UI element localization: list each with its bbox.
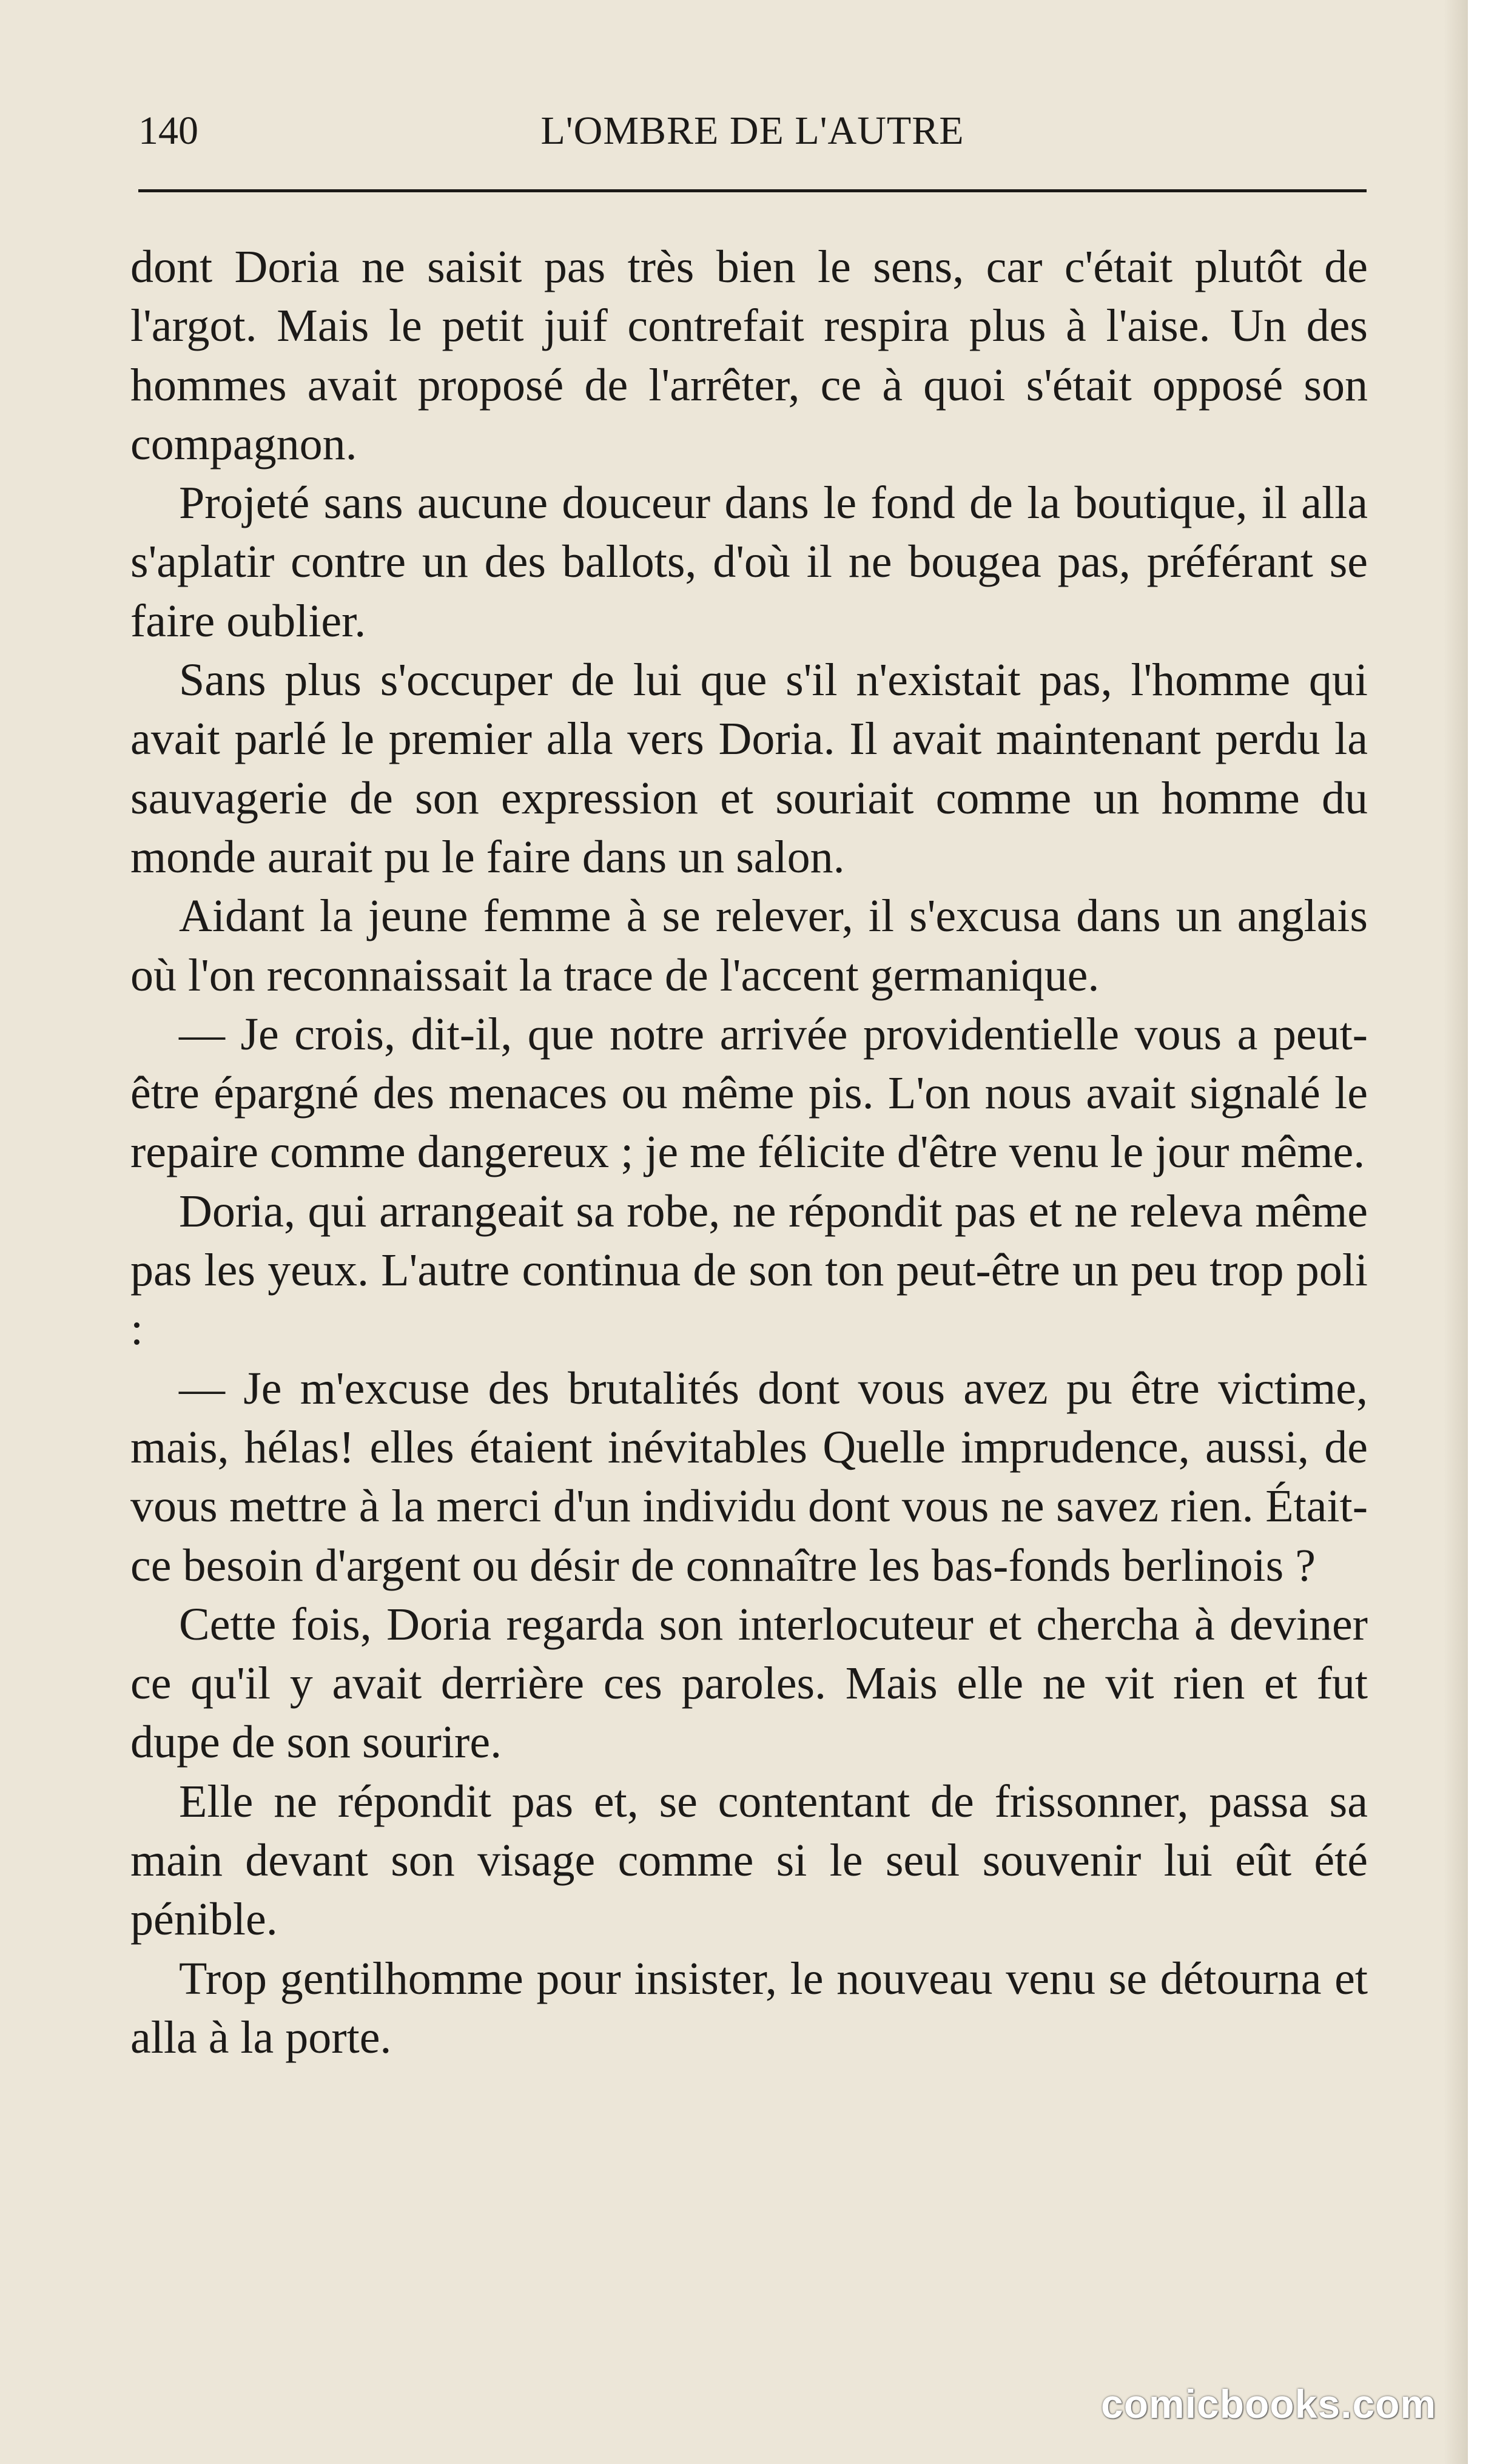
paragraph: Cette fois, Doria regarda son interlocuteur et chercha à deviner ce qu'il y avait derrière ces paroles. Mais elle ne vit rien et fut dupe de son sourire. (130, 1598, 1368, 1768)
body-text (130, 238, 1368, 2067)
page-edge-shadow (1444, 0, 1468, 2464)
paragraph: Elle ne répondit pas et, se contentant de frissonner, passa sa main devant son visage comme si le seul souvenir lui eût été pénible. (130, 1776, 1368, 1945)
paragraph: Doria, qui arrangeait sa robe, ne répondit pas et ne releva même pas les yeux. L'autre continua de son ton peut-être un peu trop poli : (130, 1185, 1368, 1355)
running-title: L'OMBRE DE L'AUTRE (540, 109, 964, 153)
header-rule (138, 189, 1367, 192)
page-number: 140 (138, 109, 198, 153)
paragraph: Sans plus s'occuper de lui que s'il n'existait pas, l'homme qui avait parlé le premier alla vers Doria. Il avait maintenant perdu la sauvagerie de son expression et souriait comme un homme du monde aurait pu le faire dans un salon. (130, 655, 1368, 883)
paragraph: — Je m'excuse des brutalités dont vous avez pu être victime, mais, hélas! elles étaient inévitables Quelle imprudence, aussi, de vous mettre à la merci d'un individu dont vous ne savez rien. Était-ce besoin d'argent ou désir de connaître les bas-fonds berlinois ? (130, 1362, 1368, 1591)
paragraph: dont Doria ne saisit pas très bien le sens, car c'était plutôt de l'argot. Mais le petit juif contrefait respira plus à l'aise. Un des hommes avait proposé de l'arrêter, ce à quoi s'était opposé son compagnon. (130, 241, 1368, 470)
page-header (138, 108, 1367, 163)
paragraph: — Je crois, dit-il, que notre arrivée providentielle vous a peut-être épargné des menaces ou même pis. L'on nous avait signalé le repaire comme dangereux ; je me félicite d'être venu le jour même. (130, 1008, 1368, 1178)
paragraph: Trop gentilhomme pour insister, le nouveau venu se détourna et alla à la porte. (130, 1953, 1368, 2063)
paragraph: Projeté sans aucune douceur dans le fond de la boutique, il alla s'aplatir contre un des ballots, d'où il ne bougea pas, préférant se faire oublier. (130, 477, 1368, 647)
paragraph: Aidant la jeune femme à se relever, il s'excusa dans un anglais où l'on reconnaissait la trace de l'accent germanique. (130, 890, 1368, 1001)
watermark: comicbooks.com (1101, 2382, 1437, 2426)
